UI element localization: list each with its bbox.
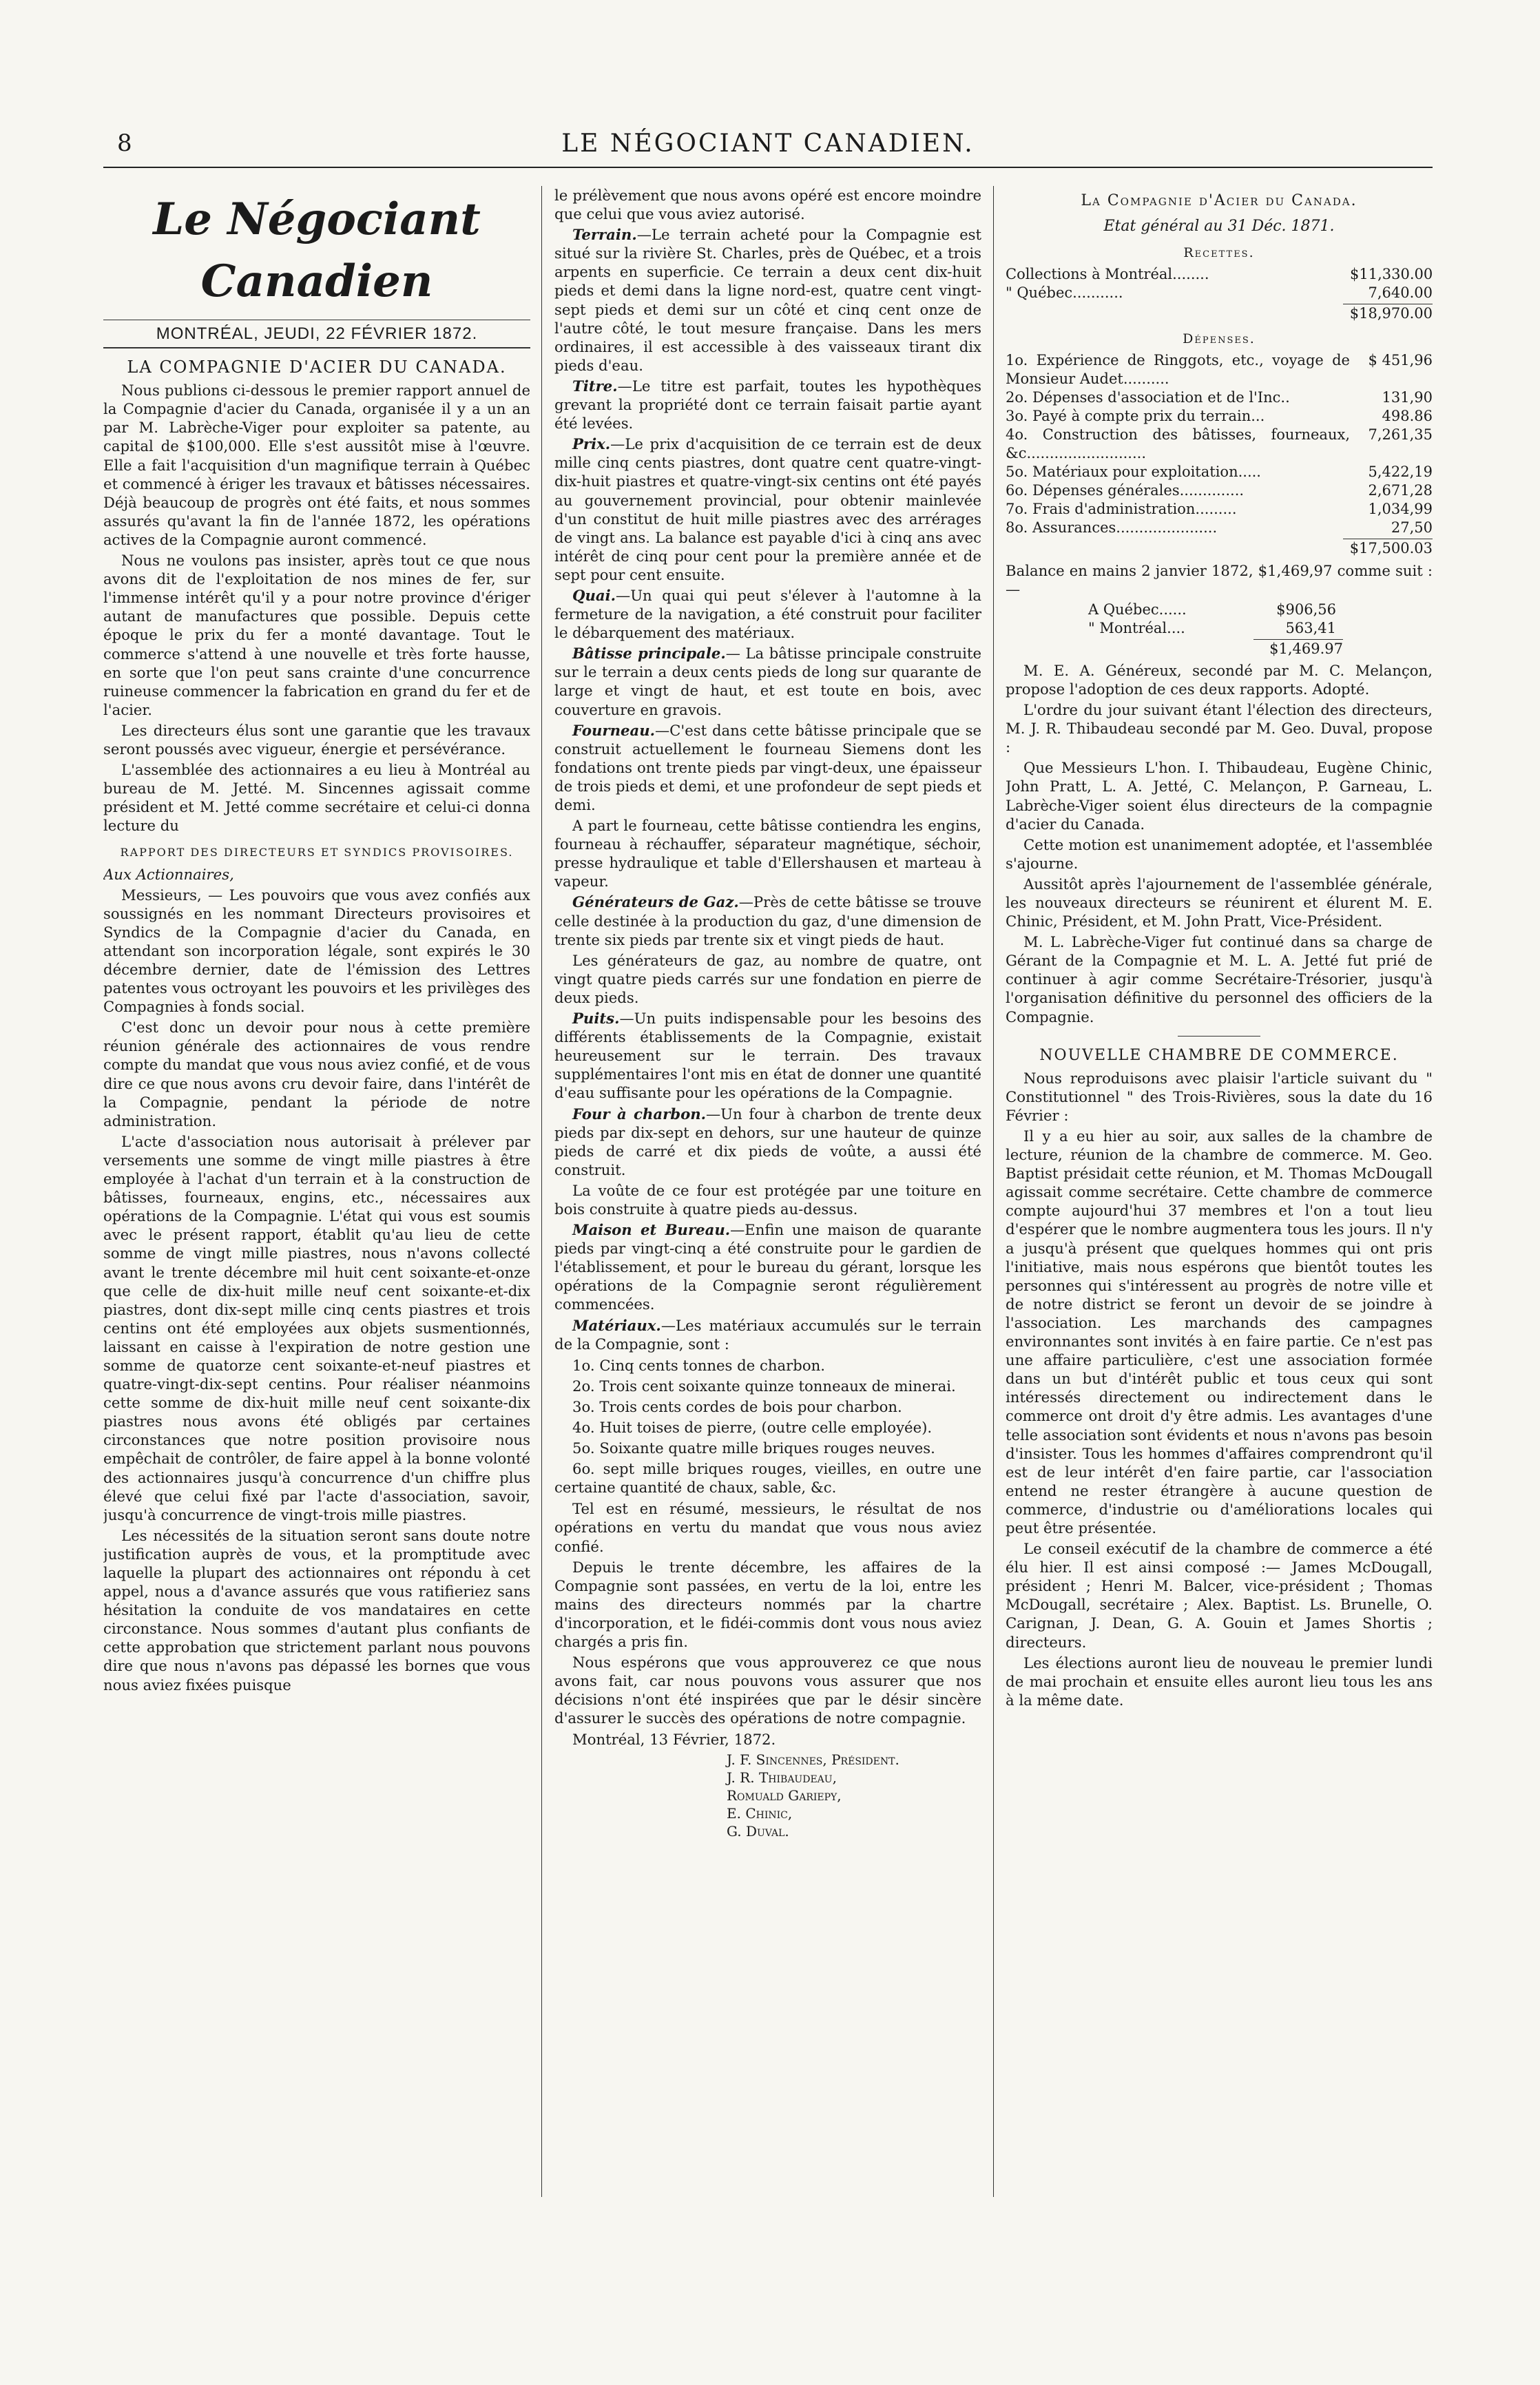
running-title: LE NÉGOCIANT CANADIEN. [561,129,975,158]
signature: Romuald Gariepy, [727,1787,842,1804]
paragraph: La voûte de ce four est protégée par une toiture en bois construite à quatre pieds au-dessus. [554,1181,981,1218]
expenses-heading: Dépenses. [1183,331,1256,347]
paragraph-titre: Titre.—Le titre est parfait, toutes les hypothèques grevant la propriété dont ce terrain faisait partie ayant été levées. [554,377,981,433]
paragraph: M. L. Labrèche-Viger fut continué dans sa charge de Gérant de la Compagnie et M. L. A. Jetté fut prié de continuer à agir comme Secrétaire-Trésorier, jusqu'à l'organisation définitive du personnel des officiers de la Compagnie. [1006,933,1433,1025]
balance-row: " Montréal.... 563,41 [1088,619,1336,636]
list-item: 3o. Trois cents cordes de bois pour charbon. [572,1397,902,1415]
date-line: Montréal, 13 Février, 1872. [572,1730,776,1748]
paragraph: Nous reproduisons avec plaisir l'article suivant du " Constitutionnel " des Trois-Rivières, sous la date du 16 Février : [1006,1069,1433,1124]
newspaper-page [103,124,1433,2328]
expenses-total: $17,500.03 [1343,539,1433,558]
salutation: Aux Actionnaires, [103,865,234,883]
signature: J. F. Sincennes, Président. [727,1751,899,1768]
paragraph: Nous ne voulons pas insister, après tout ce que nous avons dit de l'exploitation de nos mines de fer, sur l'immense intérêt qu'il y a pour notre province d'ériger autant de manufactures que possible. Depuis cette époque le prix du fer a monté davantage. Tout le commerce s'attend à une nouvelle et très forte hausse, en sorte que l'on peut sans crainte d'une concurrence ruineuse commencer la fabrication en grand du fer et de l'acier. [103,552,530,718]
expense-row: 4o. Construction des bâtisses, fourneaux, &c.......................... 7,261,35 [1006,426,1433,462]
expense-row: 2o. Dépenses d'association et de l'Inc.. 131,90 [1006,389,1433,406]
page-header [103,124,1433,165]
paragraph-batisse: Bâtisse principale.— La bâtisse principale construite sur le terrain a deux cents pieds de long sur quarante de large et vingt de haut, et est toute en bois, avec couverture en gravois. [554,645,981,718]
balance-row: A Québec...... $906,56 [1088,601,1336,618]
column-1 [103,186,530,2197]
materials-list [554,1356,981,1497]
list-item: 6o. sept mille briques rouges, vieilles, en outre une certaine quantité de chaux, sable, &c. [554,1460,981,1497]
paragraph: Il y a eu hier au soir, aux salles de la chambre de lecture, réunion de la chambre de commerce. M. Geo. Baptist présidait cette réunion, et M. Thomas McDougall agissait comme secrétaire. Cette chambre de commerce compte aujourd'hui 37 membres et l'on a tout lieu d'espérer que le nombre augmentera tous les jours. Il n'y a jusqu'à présent que quelques hommes qui ont pris l'initiative, mais nous espérons que bientôt toutes les personnes qui s'intéressent au progrès de notre ville et de notre district se feront un devoir de se joindre à l'association. Les marchands des campagnes environnantes sont invités à en faire partie. Ce n'est pas une affaire particulière, c'est une association formée dans un but d'intérêt public et tous ceux qui sont intéressés directement ou indirectement dans le commerce ont droit d'y être admis. Les avantages d'une telle association sont évidents et nous n'avons pas besoin d'insister. Tous les hommes d'affaires comprendront qu'il est de leur intérêt d'en faire partie, car l'association entend ne rester étrangère à aucune question de commerce, d'industrie ou d'améliorations locales qui peut être présentée. [1006,1127,1433,1537]
paragraph: Les nécessités de la situation seront sans doute notre justification auprès de vous, et la promptitude avec laquelle la plupart des actionnaires ont répondu à cet appel, nous a d'avance assurés que vous ratifieriez sans hésitation la conduite de vos mandataires en cette circonstance. Nous sommes d'autant plus confiants de cette approbation que strictement parlant nous pouvons dire que nous n'avons pas dépassé les bornes que vous nous aviez fixées puisque [103,1526,530,1694]
paragraph-quai: Quai.—Un quai qui peut s'élever à l'automne à la fermeture de la navigation, a été construit pour faciliter le débarquement des matériaux. [554,586,981,642]
signature: E. Chinic, [727,1804,793,1822]
paragraph-maison: Maison et Bureau.—Enfin une maison de quarante pieds par vingt-cinq a été construite pour le gardien de l'établissement, et pour le bureau du gérant, lorsque les opérations de la Compagnie seront régulièrement commencées. [554,1221,981,1313]
paragraph-fourneau: Fourneau.—C'est dans cette bâtisse principale que se construit actuellement le fourneau Siemens dont les fondations ont trente pieds par vingt-deux, une épaisseur de trois pieds et demi, et une profondeur de sept pieds et demi. [554,721,981,813]
receipts-heading: Recettes. [1183,245,1255,261]
paragraph: le prélèvement que nous avons opéré est encore moindre que celui que vous aviez autorisé. [554,187,981,223]
list-item: 1o. Cinq cents tonnes de charbon. [572,1356,825,1374]
expense-row: 6o. Dépenses générales.............. 2,671,28 [1006,482,1433,499]
paragraph-materiaux: Matériaux.—Les matériaux accumulés sur le terrain de la Compagnie, sont : [554,1316,981,1353]
paragraph: Les directeurs élus sont une garantie que les travaux seront poussés avec vigueur, énergie et persévérance. [103,721,530,758]
paragraph: A part le fourneau, cette bâtisse contiendra les engins, fourneau à réchauffer, séparateur magnétique, séchoir, presse hydraulique et table d'Ellershausen et marteau à vapeur. [554,817,981,891]
paragraph: M. E. A. Généreux, secondé par M. C. Melançon, propose l'adoption de ces deux rapports. Adopté. [1006,661,1433,698]
financial-statement-subtitle: Etat général au 31 Déc. 1871. [1103,218,1335,236]
paragraph: Tel est en résumé, messieurs, le résultat de nos opérations en vertu du mandat que vous nous aviez confié. [554,1500,981,1555]
signatures [727,1751,981,1840]
paragraph: Aussitôt après l'ajournement de l'assemblée générale, les nouveaux directeurs se réunirent et élurent M. E. Chinic, Président, et M. John Pratt, Vice-Président. [1006,875,1433,930]
masthead: Le Négociant Canadien [153,194,481,307]
paragraph: Nous espérons que vous approuverez ce que nous avons fait, car nous pouvons vous assurer que nos décisions n'ont été inspirées que par le désir sincère d'assurer le succès des opérations de notre compagnie. [554,1654,981,1727]
column-divider [541,186,542,2197]
paragraph-terrain: Terrain.—Le terrain acheté pour la Compagnie est situé sur la rivière St. Charles, près de Québec, et a trois arpents en superficie. Ce terrain a deux cent dix-huit pieds et demi dans la ligne nord-est, quatre cent vingt-sept pieds et demi sur un côté et cinq cent onze de l'autre côté, le tout mesure française. Dans les mers ordinaires, il est accessible à des vaisseaux tirant dix pieds d'eau. [554,226,981,374]
column-2 [554,186,981,2197]
expense-row: 1o. Expérience de Ringgots, etc., voyage de Monsieur Audet.......... $ 451,96 [1006,352,1433,388]
report-title: RAPPORT DES DIRECTEURS ET SYNDICS PROVISOIRES. [120,846,514,860]
expense-row: 3o. Payé à compte prix du terrain... 498.86 [1006,408,1433,425]
paragraph-four: Four à charbon.—Un four à charbon de trente deux pieds par dix-sept en dehors, sur une hauteur de quinze pieds de carré et dix pieds de voûte, a aussi été construit. [554,1105,981,1178]
paragraph: Depuis le trente décembre, les affaires de la Compagnie sont passées, en vertu de la loi, entre les mains des directeurs nommés par la chartre d'incorporation, et le fidéi-commis dont vous nous aviez chargés a pris fin. [554,1558,981,1651]
paragraph: Nous publions ci-dessous le premier rapport annuel de la Compagnie d'acier du Canada, organisée il y a un an par M. Labrèche-Viger pour exploiter sa patente, au capital de $100,000. Elle s'est aussitôt mise à l'œuvre. Elle a fait l'acquisition d'un magnifique terrain à Québec et commencé à ériger les travaux et bâtisses nécessaires. Déjà beaucoup de progrès ont été faits, et nous sommes assurés qu'avant la fin de l'année 1872, les opérations actives de la Compagnie auront commencé. [103,382,530,548]
balance-total: $1,469.97 [1253,639,1343,658]
paragraph: L'assemblée des actionnaires a eu lieu à Montréal au bureau de M. Jetté. M. Sincennes agissait comme président et M. Jetté comme secrétaire et celui-ci donna lecture du [103,761,530,835]
paragraph: L'ordre du jour suivant étant l'élection des directeurs, M. J. R. Thibaudeau secondé par M. Geo. Duval, propose : [1006,701,1433,756]
list-item: 4o. Huit toises de pierre, (outre celle employée). [572,1419,933,1436]
column-3 [1006,186,1433,2197]
expense-row: 8o. Assurances...................... 27,50 [1006,519,1433,537]
dateline: MONTRÉAL, JEUDI, 22 FÉVRIER 1872. [103,320,530,348]
signature: G. Duval. [727,1822,789,1840]
paragraph: Le conseil exécutif de la chambre de commerce a été élu hier. Il est ainsi composé :— James McDougall, président ; Henri M. Balcer, vice-président ; Thomas McDougall, secrétaire ; Alex. Baptist. Ls. Brunelle, O. Carignan, J. Dean, G. A. Gouin et James Shortis ; directeurs. [1006,1540,1433,1651]
receipt-row: Collections à Montréal........ $11,330.00 [1006,266,1433,283]
expense-row: 5o. Matériaux pour exploitation..... 5,422,19 [1006,464,1433,481]
paragraph-generateurs: Générateurs de Gaz.—Près de cette bâtisse se trouve celle destinée à la production du gaz, d'une dimension de trente six pieds par trente six et vingt pieds de haut. [554,893,981,948]
financial-statement-title: La Compagnie d'Acier du Canada. [1081,192,1357,209]
divider [1178,1036,1260,1037]
paragraph: Les générateurs de gaz, au nombre de quatre, ont vingt quatre pieds carrés sur une fondation en pierre de deux pieds. [554,951,981,1006]
paragraph: Messieurs, — Les pouvoirs que vous avez confiés aux soussignés en les nommant Directeurs provisoires et Syndics de la Compagnie d'acier du Canada, en attendant son incorporation légale, sont expirés le 30 décembre dernier, date de l'émission des Lettres patentes vous octroyant les pouvoirs et les privilèges des Compagnies à fonds social. [103,886,530,1016]
paragraph: Cette motion est unanimement adoptée, et l'assemblée s'ajourne. [1006,835,1433,872]
list-item: 5o. Soixante quatre mille briques rouges neuves. [572,1439,935,1457]
article-title: LA COMPAGNIE D'ACIER DU CANADA. [127,357,507,377]
paragraph: L'acte d'association nous autorisait à prélever par versements une somme de vingt mille piastres à être employée à l'achat d'un terrain et à la construction de bâtisses, fourneaux, engins, etc., nécessaires aux opérations de la Compagnie. L'état qui vous est soumis avec le présent rapport, établit qu'au lieu de cette somme de vingt mille piastres, nous n'avons collecté avant le trente décembre mil huit cent soixante-et-onze que celle de dix-huit mille neuf cent soixante-et-dix piastres, dont dix-sept mille cinq cents piastres et trois centins ont été employées aux objets susmentionnés, laissant en caisse à l'expiration de notre gestion une somme de quatorze cent soixante-et-neuf piastres et quatre-vingt-dix-sept centins. Pour réaliser néanmoins cette somme de dix-huit mille neuf cent soixante-dix piastres nous avons été obligés par certaines circonstances que notre position provisoire nous empêchait de contrôler, de faire appel à la bonne volonté des actionnaires jusqu'à concurrence d'un chiffre plus élevé que celui fixé par l'acte d'association, savoir, jusqu'à concurrence de vingt-trois mille piastres. [103,1132,530,1523]
signature: J. R. Thibaudeau, [727,1769,837,1786]
paragraph-puits: Puits.—Un puits indispensable pour les besoins des différents établissements de la Compagnie, existait heureusement sur le terrain. Des travaux supplémentaires l'ont mis en état de donner une quantité d'eau suffisante pour les opérations de la Compagnie. [554,1010,981,1102]
list-item: 2o. Trois cent soixante quinze tonneaux de minerai. [572,1377,956,1395]
paragraph: C'est donc un devoir pour nous à cette première réunion générale des actionnaires de vous rendre compte du mandat que vous nous aviez confié, et de vous dire ce que nous avons cru devoir faire, dans l'intérêt de la Compagnie, pendant la période de notre administration. [103,1019,530,1129]
balance-line: Balance en mains 2 janvier 1872, $1,469,97 comme suit :— [1006,561,1433,598]
paragraph: Les élections auront lieu de nouveau le premier lundi de mai prochain et ensuite elles auront lieu tous les ans à la même date. [1006,1654,1433,1709]
receipt-row: " Québec........... 7,640.00 [1006,284,1433,302]
receipts-total: $18,970.00 [1343,304,1433,323]
column-divider [993,186,994,2197]
page-number: 8 [117,129,132,157]
header-rule [103,167,1433,168]
paragraph: Que Messieurs L'hon. I. Thibaudeau, Eugène Chinic, John Pratt, L. A. Jetté, C. Melançon, P. Garneau, L. Labrèche-Viger soient élus directeurs de la compagnie d'acier du Canada. [1006,759,1433,833]
chambre-title: NOUVELLE CHAMBRE DE COMMERCE. [1039,1046,1399,1064]
paragraph-prix: Prix.—Le prix d'acquisition de ce terrain est de deux mille cinq cents piastres, dont quatre cent quatre-vingt-dix-huit piastres et quatre-vingt-six centins ont été payés au gouvernement provincial, pour obtenir mainlevée d'un constitut de huit mille piastres avec des arrérages de vingt ans. La balance est payable d'ici à cinq ans avec intérêt de cinq pour cent pour la première année et de sept pour cent ensuite. [554,435,981,583]
expense-row: 7o. Frais d'administration......... 1,034,99 [1006,501,1433,518]
